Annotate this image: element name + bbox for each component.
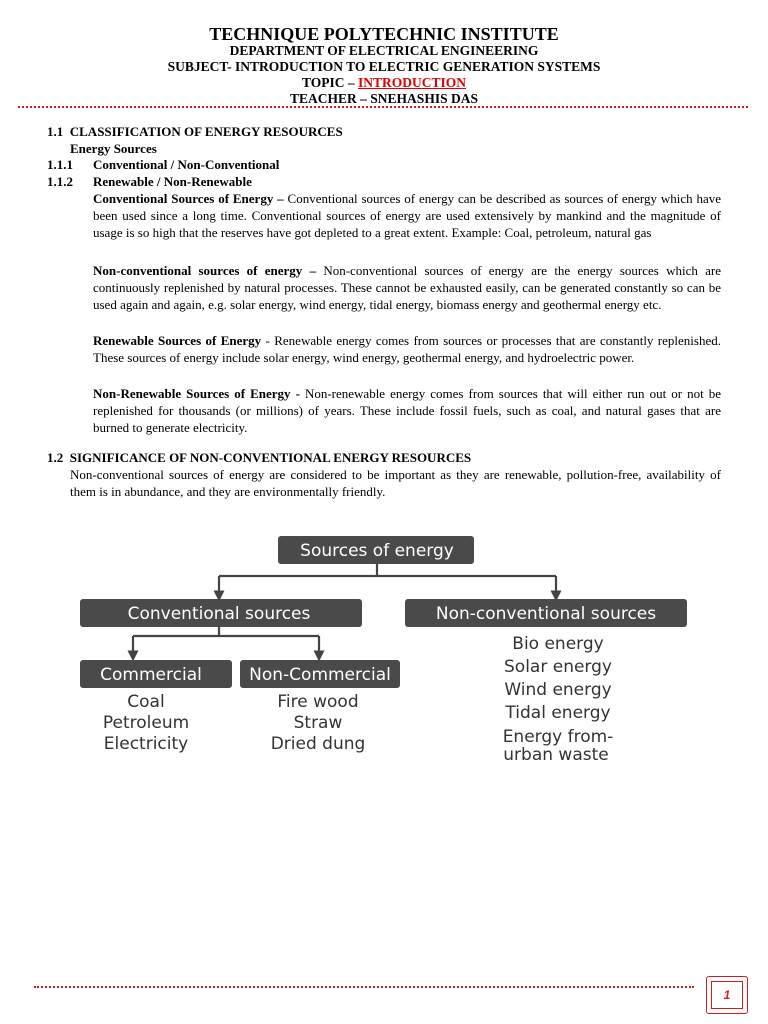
- non-commercial-items: [271, 692, 366, 754]
- paragraph-renewable: [93, 332, 721, 366]
- paragraph-conventional-text: Conventional sources of energy can be described as sources of energy which have been used since a long time. Conventional sources of energy are used extensively by mankind and the magnitude of usage is so high that the reserves have got depleted to a great extent. Example: Coal, petroleum, natural gas: [93, 191, 721, 240]
- commercial-item: Coal: [127, 692, 165, 712]
- non-conventional-items: [503, 634, 614, 765]
- paragraph-non-renewable-term: Non-Renewable Sources of Energy -: [93, 386, 300, 401]
- non-conventional-item: urban waste: [503, 745, 609, 765]
- non-conventional-item: Tidal energy: [505, 703, 611, 723]
- non-commercial-item: Fire wood: [277, 692, 359, 712]
- item-1-number: 1.1.1: [47, 157, 73, 172]
- energy-sources-diagram: [0, 520, 768, 780]
- item-2-number: 1.1.2: [47, 174, 73, 189]
- paragraph-non-conventional: [93, 262, 721, 313]
- paragraph-renewable-text: - Renewable energy comes from sources or processes that are constantly replenished. These sources of energy include solar energy, wind energy, geothermal energy, and hydroelectric power.: [93, 333, 721, 365]
- non-commercial-label: Non-Commercial: [249, 665, 391, 685]
- non-conventional-item: Wind energy: [504, 680, 612, 700]
- topic-line: [0, 75, 768, 91]
- paragraph-non-conventional-text: Non-conventional sources of energy are the energy sources which are continuously replenished by natural processes. These cannot be exhausted easily, can be generated constantly so can be used again and again, e.g. solar energy, wind energy, tidal energy, biomass energy and geothermal energy etc.: [93, 263, 722, 312]
- page-number: 1: [711, 981, 743, 1009]
- topic-value: INTRODUCTION: [358, 75, 467, 90]
- non-conventional-item: Energy from-: [502, 727, 614, 747]
- commercial-item: Petroleum: [102, 713, 190, 733]
- paragraph-non-conventional-term: Non-conventional sources of energy –: [93, 263, 317, 278]
- non-conventional-label: Non-conventional sources: [435, 604, 657, 624]
- teacher-line: TEACHER – SNEHASHIS DAS: [290, 91, 478, 106]
- section-1-title: CLASSIFICATION OF ENERGY RESOURCES: [69, 124, 343, 139]
- section-1-number: 1.1: [47, 124, 64, 139]
- non-commercial-item: Dried dung: [270, 734, 366, 754]
- non-conventional-item: Bio energy: [512, 634, 604, 654]
- item-1-text: Conventional / Non-Conventional: [93, 157, 280, 172]
- topic-prefix: TOPIC –: [301, 75, 358, 90]
- paragraph-renewable-term: Renewable Sources of Energy: [93, 333, 262, 348]
- commercial-items: [103, 692, 189, 754]
- page-number-box: [706, 976, 748, 1014]
- subject-title: SUBJECT- INTRODUCTION TO ELECTRIC GENERATION SYSTEMS: [167, 59, 601, 74]
- institute-title: TECHNIQUE POLYTECHNIC INSTITUTE: [209, 24, 559, 44]
- section-2-title: SIGNIFICANCE OF NON-CONVENTIONAL ENERGY RESOURCES: [69, 450, 472, 465]
- section-2-text: Non-conventional sources of energy are considered to be important as they are renewable, pollution-free, availability of them is in abundance, and they are environmentally friendly.: [70, 467, 721, 499]
- root-label: Sources of energy: [300, 541, 454, 561]
- non-conventional-item: Solar energy: [504, 657, 612, 677]
- section-2-number: 1.2: [47, 450, 64, 465]
- section-1-item-1: [47, 156, 279, 173]
- non-commercial-item: Straw: [293, 713, 343, 733]
- department-title: DEPARTMENT OF ELECTRICAL ENGINEERING: [229, 43, 539, 58]
- item-2-text: Renewable / Non-Renewable: [93, 174, 252, 189]
- commercial-label: Commercial: [100, 665, 202, 685]
- header-divider: [18, 106, 748, 108]
- commercial-item: Electricity: [103, 734, 189, 754]
- footer-divider: [34, 986, 694, 988]
- section-1-item-2: [47, 173, 252, 190]
- section-1-subtitle: Energy Sources: [70, 141, 157, 156]
- section-2-heading: [47, 449, 471, 466]
- paragraph-conventional: [93, 190, 721, 241]
- paragraph-conventional-term: Conventional Sources of Energy –: [93, 191, 284, 206]
- paragraph-non-renewable-text: Non-renewable energy comes from sources that will either run out or not be replenished for thousands (or millions) of years. These include fossil fuels, such as coal, and natural gases that are burned to generate electricity.: [93, 386, 721, 435]
- paragraph-non-renewable: [93, 385, 721, 436]
- section-1-heading: [47, 123, 343, 140]
- conventional-label: Conventional sources: [127, 604, 311, 624]
